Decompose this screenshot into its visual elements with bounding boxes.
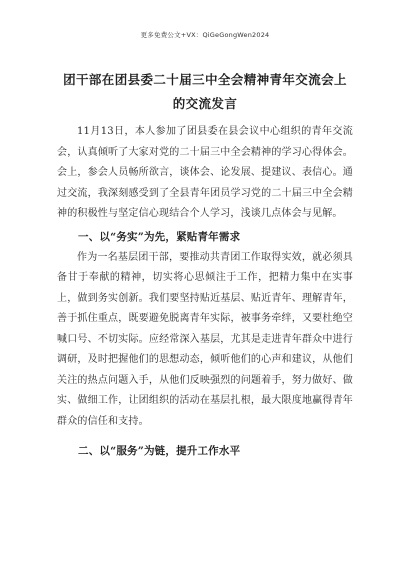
intro-paragraph: 11月13日，本人参加了团县委在县会议中心组织的青年交流会，认真倾听了大家对党的二十届三中全会精神的学习心得体会。会上，参会人员畅所欲言，谈体会、论发展、提建议、表信心。通过交流，我深刻感受到了全县青年团员学习党的二十届三中全会精神的积极性与坚定信心现结合个人学习，浅谈几点体会与见解。 [57,126,353,219]
section-heading-1: 一、以“务实”为先，紧贴青年需求 [78,230,241,243]
document-title: 团干部在团县委二十届三中全会精神青年交流会上的交流发言 [63,72,347,111]
section-heading-2: 二、以“服务”为链，提升工作水平 [78,445,241,457]
section-1-paragraph: 作为一名基层团干部，要推动共青团工作取得实效，就必须具备甘于奉献的精神，切实将心思倾注于工作，把精力集中在实事上，做到务实创新。我们要坚持贴近基层、贴近青年、理解青年，善于抓住重点，既要避免脱离青年实际，被事务牵绊，又要杜绝空喊口号、不切实际。应经常深入基层，尤其是走进青年群众中进行调研，及时把握他们的思想动态，倾听他们的心声和建议，从他们关注的热点问题入手，从他们反映强烈的问题着手，努力做好、做实、做细工作，让团组织的活动在基层扎根，最大限度地赢得青年群众的信任和支持。 [57,251,353,427]
document-body [57,122,353,462]
header-note: 更多免费公文+VX：QiGeGongWen2024 [140,31,270,39]
